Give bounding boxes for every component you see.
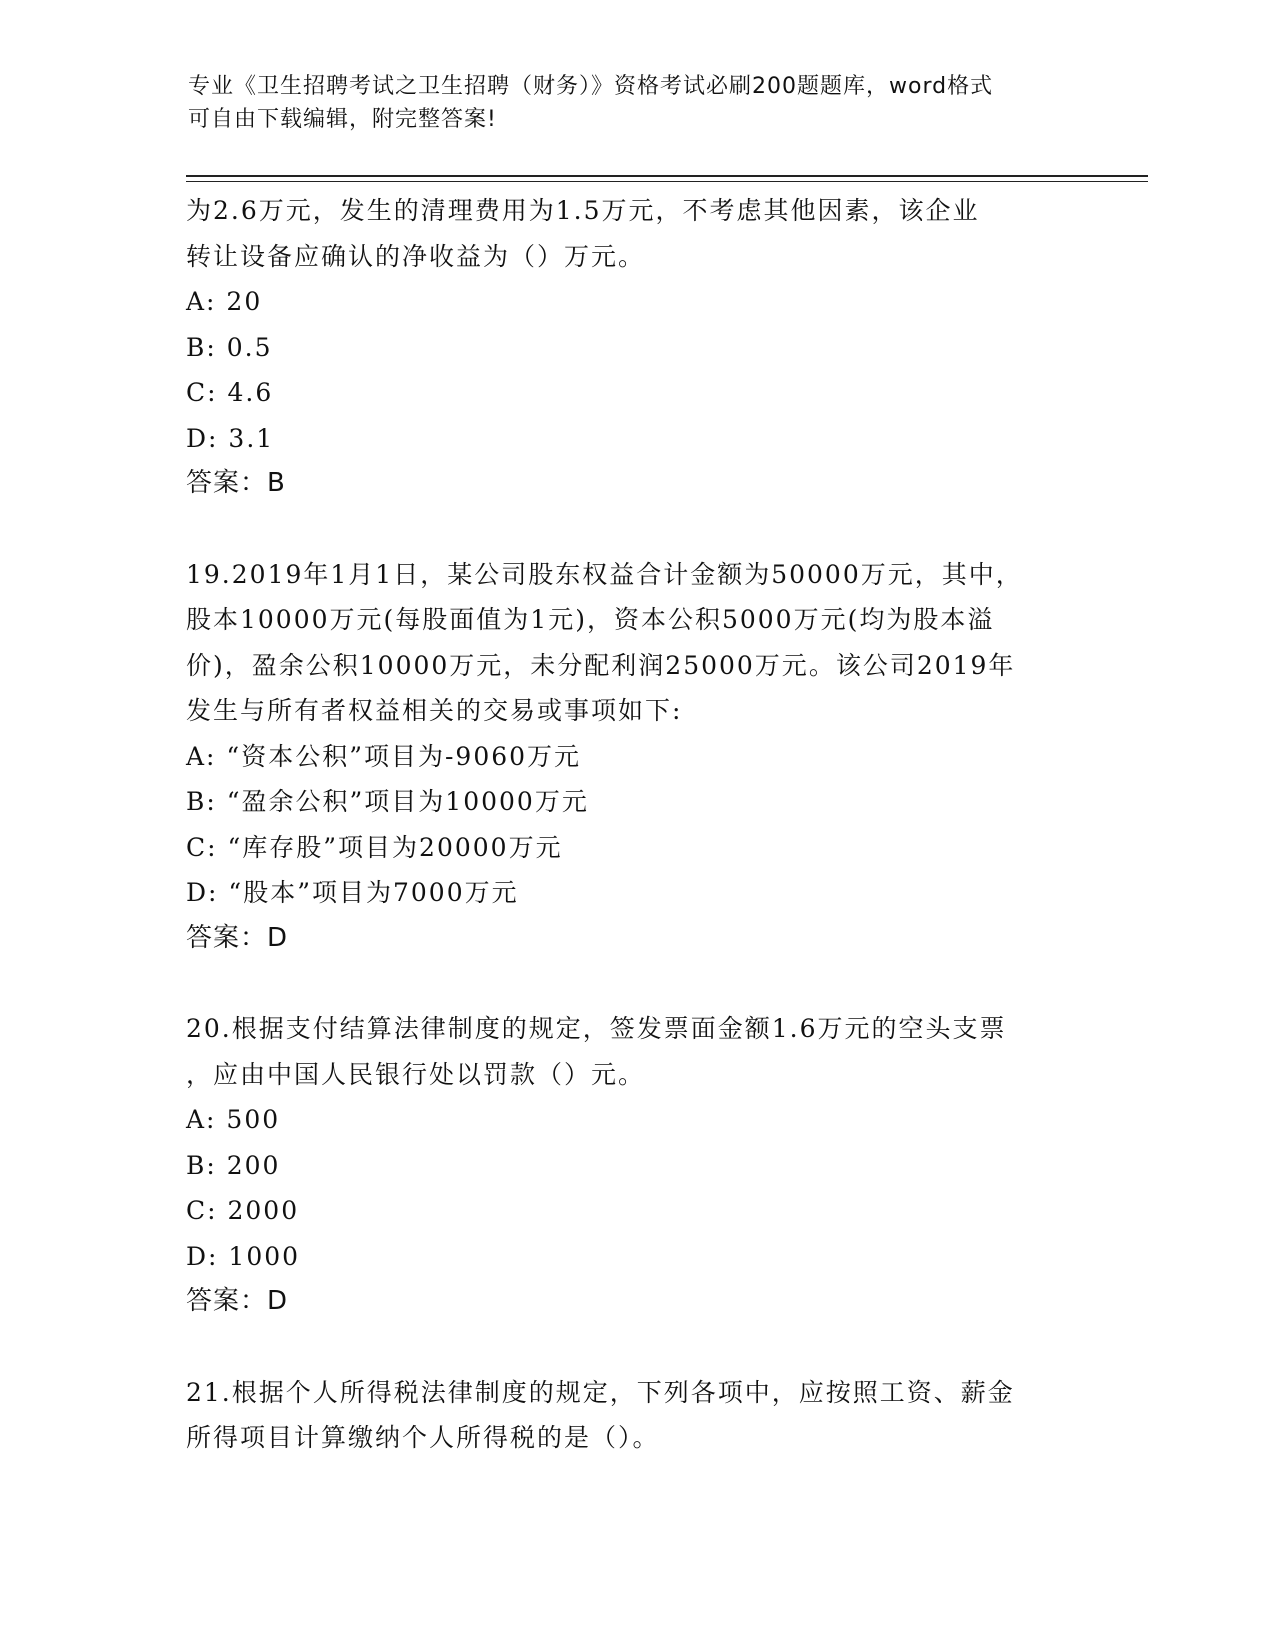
- question-stem-line: 发生与所有者权益相关的交易或事项如下:: [186, 696, 683, 725]
- spacer: [186, 1325, 1086, 1370]
- answer-line: 答案：D: [186, 1286, 289, 1316]
- header-divider-thick: [186, 175, 1148, 177]
- document-header: [188, 70, 1068, 136]
- question-18: [186, 188, 1086, 507]
- header-divider-thin: [186, 181, 1148, 182]
- option-d: D: 1000: [186, 1241, 301, 1271]
- option-c: C: 2000: [186, 1196, 300, 1225]
- option-d: D: “股本”项目为7000万元: [186, 878, 519, 907]
- option-c: C: 4.6: [186, 378, 274, 407]
- option-b: B: 0.5: [186, 332, 273, 362]
- question-stem-line: 19.2019年1月1日，某公司股东权益合计金额为50000万元，其中，: [186, 559, 1023, 589]
- question-list: [186, 188, 1086, 1461]
- question-21: [186, 1370, 1086, 1461]
- option-c: C: “库存股”项目为20000万元: [186, 832, 563, 862]
- header-line-1: 专业《卫生招聘考试之卫生招聘（财务）》资格考试必刷200题题库，word格式: [188, 74, 994, 99]
- answer-line: 答案：D: [186, 922, 289, 953]
- question-stem-line: 转让设备应确认的净收益为（）万元。: [186, 241, 646, 271]
- question-stem-line: 所得项目计算缴纳个人所得税的是（）。: [186, 1423, 660, 1452]
- header-line-2: 可自由下载编辑，附完整答案!: [188, 107, 497, 132]
- option-b: B: “盈余公积”项目为10000万元: [186, 787, 589, 816]
- question-stem-line: ，应由中国人民银行处以罚款（）元。: [186, 1059, 646, 1089]
- option-d: D: 3.1: [186, 423, 275, 453]
- question-stem-line: 21.根据个人所得税法律制度的规定，下列各项中，应按照工资、薪金: [186, 1377, 1015, 1407]
- option-a: A: 500: [186, 1105, 281, 1134]
- question-19: [186, 552, 1086, 962]
- option-b: B: 200: [186, 1150, 281, 1180]
- question-stem-line: 价)，盈余公积10000万元，未分配利润25000万元。该公司2019年: [186, 650, 1016, 680]
- spacer: [186, 961, 1086, 1006]
- question-20: [186, 1006, 1086, 1325]
- spacer: [186, 507, 1086, 552]
- answer-line: 答案：B: [186, 468, 286, 498]
- question-stem-line: 股本10000万元(每股面值为1元)，资本公积5000万元(均为股本溢: [186, 605, 995, 634]
- option-a: A: 20: [186, 287, 263, 316]
- question-stem-line: 为2.6万元，发生的清理费用为1.5万元，不考虑其他因素，该企业: [186, 196, 980, 225]
- option-a: A: “资本公积”项目为-9060万元: [186, 741, 582, 771]
- question-stem-line: 20.根据支付结算法律制度的规定，签发票面金额1.6万元的空头支票: [186, 1014, 1007, 1043]
